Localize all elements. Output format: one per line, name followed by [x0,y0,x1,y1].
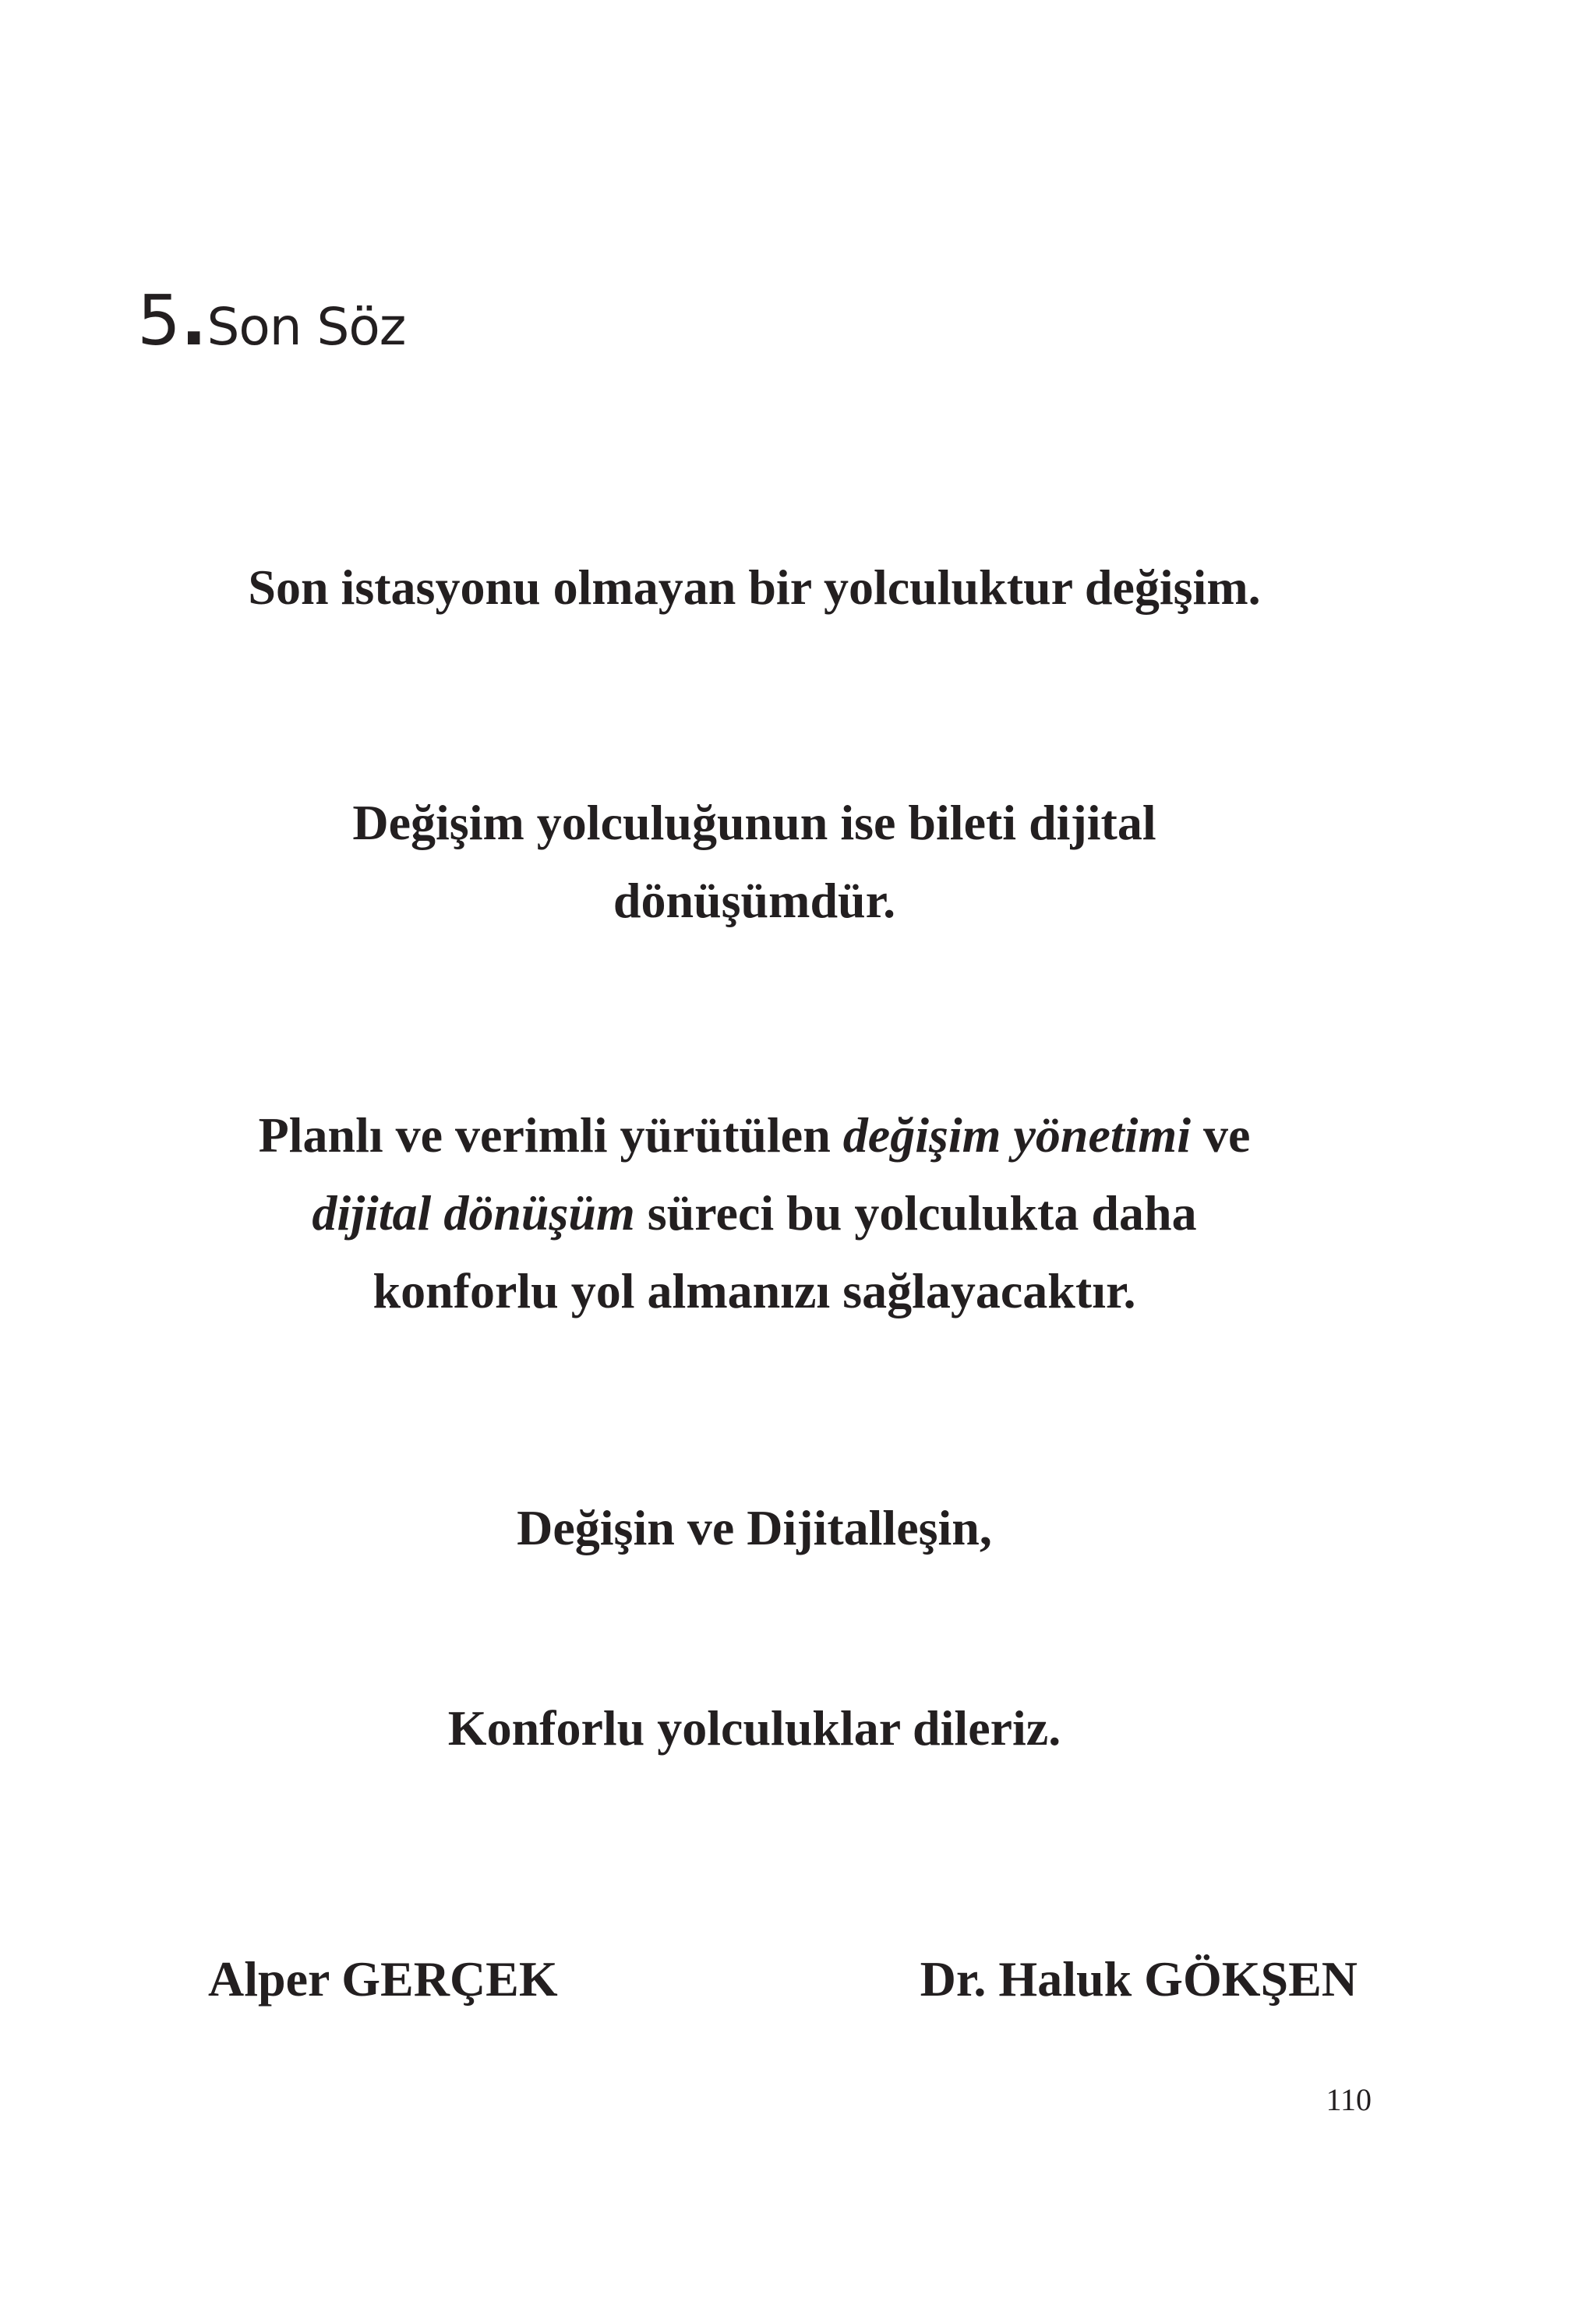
page-number: 110 [1326,2082,1372,2117]
paragraph-line: Son istasyonu olmayan bir yolculuktur değişim. [248,559,1261,615]
paragraph-line [0,1174,1509,1252]
text-run: ve [1202,1107,1251,1163]
paragraph-line: dönüşümdür. [613,873,896,928]
paragraph-line: Değişin ve Dijitalleşin, [517,1500,992,1555]
paragraph-line: Konforlu yolculuklar dileriz. [447,1700,1061,1756]
author-name-left: Alper GERÇEK [208,1951,558,2007]
emphasis-digital-transformation: dijital dönüşüm [312,1185,635,1241]
paragraph-line: Değişim yolculuğunun ise bileti dijital [352,795,1156,850]
text-run: süreci bu yolculukta daha [647,1185,1197,1241]
section-number-separator: . [181,281,207,361]
paragraph-change-journey [0,549,1509,627]
section-title: Son Söz [207,297,406,357]
paragraph-comfort [0,1096,1509,1330]
paragraph-line [0,1096,1509,1174]
emphasis-change-management: değişim yönetimi [842,1107,1191,1163]
paragraph-digital-ticket [0,784,1509,940]
text-run: Planlı ve verimli yürütülen [258,1107,831,1163]
author-name-right: Dr. Haluk GÖKŞEN [920,1951,1358,2007]
paragraph-line: konforlu yol almanızı sağlayacaktır. [373,1263,1136,1318]
paragraph-motto [0,1489,1509,1567]
section-number: 5 [137,281,181,361]
paragraph-wishes [0,1689,1509,1767]
section-heading [137,281,406,361]
